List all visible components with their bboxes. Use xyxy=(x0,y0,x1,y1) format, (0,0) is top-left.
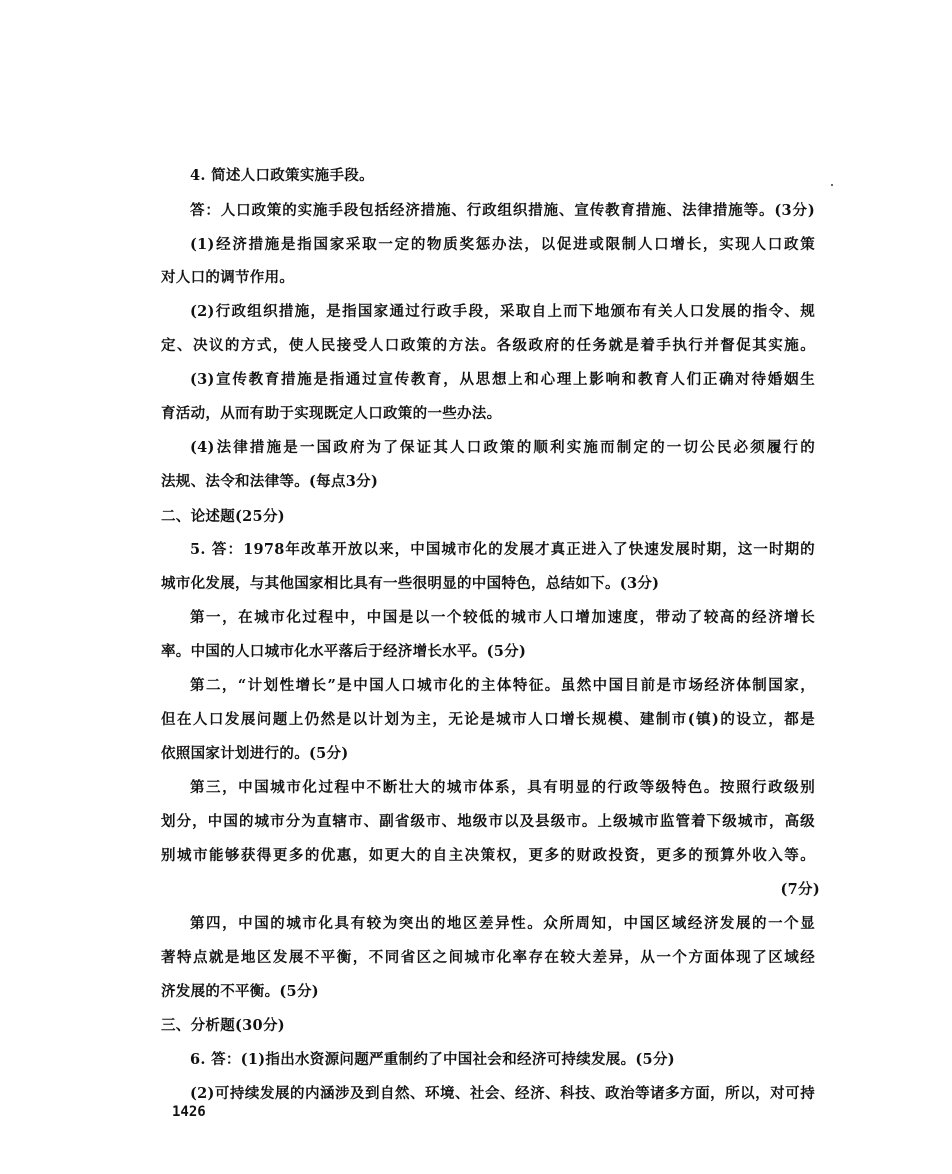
score-note: (7分) xyxy=(780,881,820,898)
page-number: 1426 xyxy=(172,1104,206,1120)
paragraph-line: (3)宣传教育措施是指通过宣传教育，从思想上和心理上影响和教育人们正确对待婚姻生 xyxy=(190,371,815,388)
paragraph-line: 依照国家计划进行的。(5分) xyxy=(161,745,349,762)
answer-6-item-1: 6. 答：(1)指出水资源问题严重制约了中国社会和经济可持续发展。(5分) xyxy=(190,1051,675,1068)
paragraph-line: 第二，“计划性增长”是中国人口城市化的主体特征。虽然中国目前是市场经济体制国家， xyxy=(190,677,815,694)
paragraph-line: 育活动，从而有助于实现既定人口政策的一些办法。 xyxy=(161,405,502,422)
paragraph-line: 第三，中国城市化过程中不断壮大的城市体系，具有明显的行政等级特色。按照行政级别 xyxy=(190,779,815,796)
paragraph-line: (2)行政组织措施，是指国家通过行政手段，采取自上而下地颁布有关人口发展的指令、规 xyxy=(190,303,815,320)
paragraph-line: 第一，在城市化过程中，中国是以一个较低的城市人口增加速度，带动了较高的经济增长 xyxy=(190,609,815,626)
paragraph-line: 定、决议的方式，使人民接受人口政策的方法。各级政府的任务就是着手执行并督促其实施。 xyxy=(161,337,815,354)
paragraph-line: 法规、法令和法律等。(每点3分) xyxy=(161,473,379,490)
paragraph-line: 著特点就是地区发展不平衡，不同省区之间城市化率存在较大差异，从一个方面体现了区域经 xyxy=(161,949,815,966)
paragraph-line: 济发展的不平衡。(5分) xyxy=(161,983,319,1000)
answer-5-intro: 5. 答：1978年改革开放以来，中国城市化的发展才真正进入了快速发展时期，这一时期的 xyxy=(190,541,815,558)
paragraph-line: (1)经济措施是指国家采取一定的物质奖惩办法，以促进或限制人口增长，实现人口政策 xyxy=(190,236,815,253)
section-heading-analysis: 三、分析题(30分) xyxy=(161,1017,285,1034)
question-4-title: 4. 简述人口政策实施手段。 xyxy=(190,167,374,184)
answer-6-item-2: (2)可持续发展的内涵涉及到自然、环境、社会、经济、科技、政治等诸多方面，所以，对可持 xyxy=(190,1085,815,1102)
paragraph-line: (4)法律措施是一国政府为了保证其人口政策的顺利实施而制定的一切公民必须履行的 xyxy=(190,439,815,456)
paragraph-line: 别城市能够获得更多的优惠，如更大的自主决策权，更多的财政投资，更多的预算外收入等。 xyxy=(161,847,815,864)
answer-4-summary: 答：人口政策的实施手段包括经济措施、行政组织措施、宣传教育措施、法律措施等。(3分) xyxy=(190,202,815,219)
scan-speck xyxy=(831,184,833,186)
paragraph-line: 城市化发展，与其他国家相比具有一些很明显的中国特色，总结如下。(3分) xyxy=(161,575,660,592)
paragraph-line: 对人口的调节作用。 xyxy=(161,269,295,286)
paragraph-line: 但在人口发展问题上仍然是以计划为主，无论是城市人口增长规模、建制市(镇)的设立，都是 xyxy=(161,711,815,728)
section-heading-essay: 二、论述题(25分) xyxy=(161,508,285,525)
paragraph-line: 率。中国的人口城市化水平落后于经济增长水平。(5分) xyxy=(161,643,527,660)
paragraph-line: 划分，中国的城市分为直辖市、副省级市、地级市以及县级市。上级城市监管着下级城市，高级 xyxy=(161,813,815,830)
paragraph-line: 第四，中国的城市化具有较为突出的地区差异性。众所周知，中国区域经济发展的一个显 xyxy=(190,915,815,932)
